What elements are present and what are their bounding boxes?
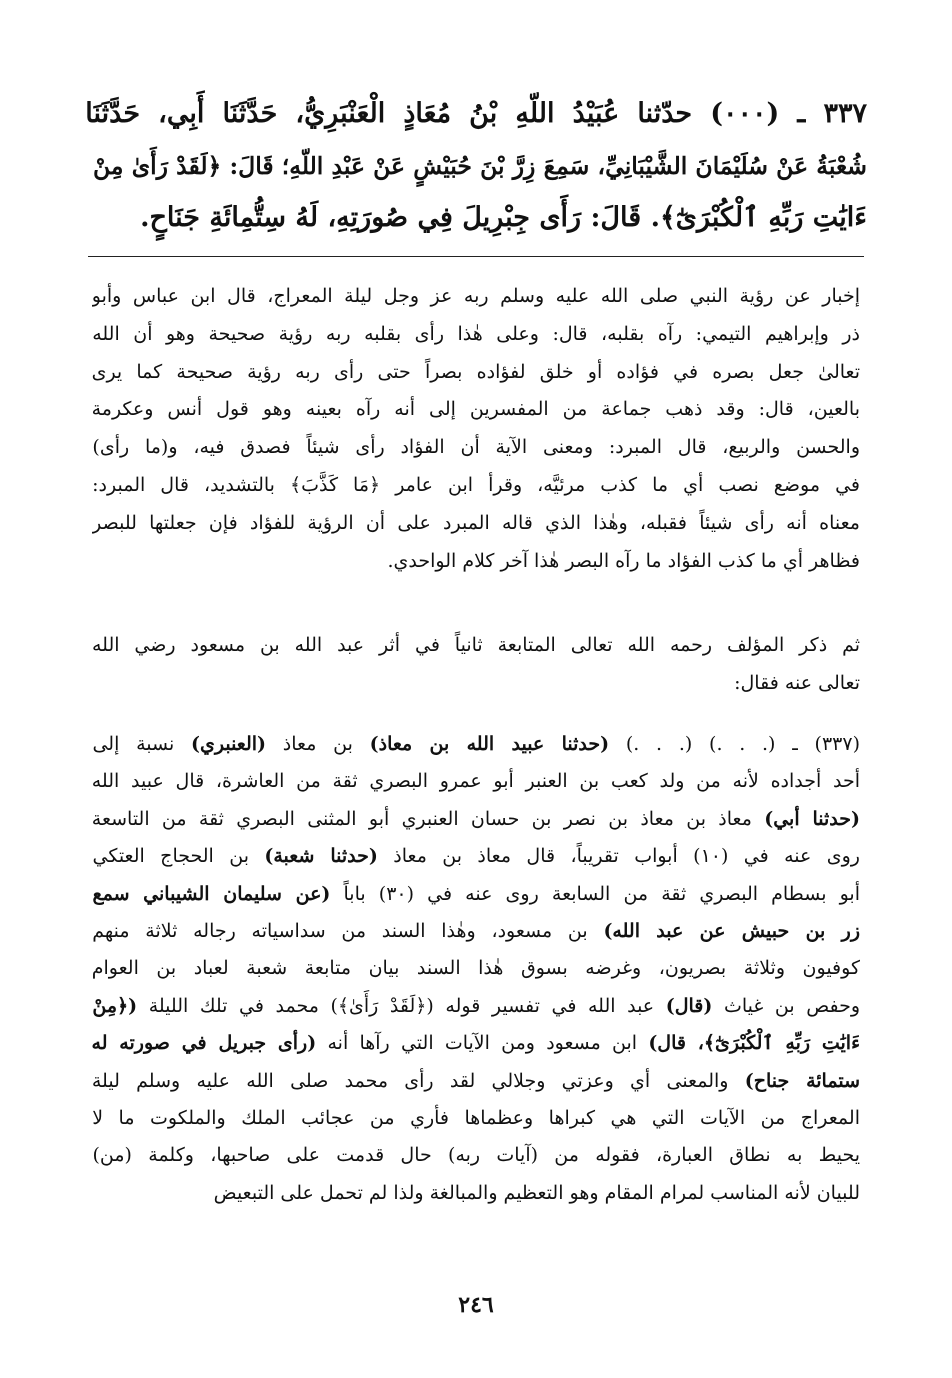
text-line: تعالى عنه فقال: bbox=[734, 672, 860, 694]
commentary-block-1 bbox=[92, 278, 860, 580]
bold-segment: ستمائة جناح) bbox=[744, 1069, 860, 1092]
text-line bbox=[92, 1137, 860, 1174]
bold-segment: زر بن حبيش عن عبد الله) bbox=[603, 920, 860, 943]
text-line: والحسن والربيع، قال المبرد: ومعنى الآية أن الفؤاد رأى شيئاً فصدق فيه، و(ما رأى) bbox=[92, 436, 860, 459]
text-segment: كوفيون وثلاثة بصريون، وغرضه بسوق هٰذا السند بيان متابعة شعبة لعباد بن العوام bbox=[92, 957, 860, 980]
text-line: فظاهر أي ما كذب الفؤاد ما رآه البصر هٰذا آخر كلام الواحدي. bbox=[387, 549, 860, 572]
text-segment: للبيان لأنه المناسب لمرام المقام وهو التعظيم والمبالغة ولذا لم تحمل على التبعيض bbox=[213, 1181, 860, 1204]
text-line bbox=[92, 1175, 860, 1212]
text-segment: بن معاذ bbox=[266, 733, 370, 755]
separator-rule bbox=[88, 256, 864, 257]
commentary-block-3 bbox=[92, 726, 860, 1212]
text-segment: المعراج من الآيات التي هي كبراها وعظماها فأري من عجائب الملك والملكوت ما لا bbox=[92, 1107, 860, 1130]
text-line bbox=[92, 988, 860, 1025]
text-segment: أحد أجداده لأنه من ولد كعب بن العنبر أبو عمرو البصري ثقة من العاشرة، قال عبيد الله bbox=[92, 770, 860, 793]
bold-segment: ءَايَٰتِ رَبِّهِ ٱلْكُبْرَىٰٓ﴾، قال) bbox=[648, 1032, 860, 1055]
text-segment: عبد الله في تفسير قوله (﴿لَقَدْ رَأَىٰ﴾) محمد في تلك الليلة bbox=[137, 994, 666, 1017]
bold-segment: (العنبري) bbox=[191, 733, 267, 755]
text-line: معناه أنه رأى شيئاً فقبله، وهٰذا الذي قاله المبرد على أن الرؤية للفؤاد فإن جعلتها للبصر bbox=[92, 511, 860, 534]
text-line: ذر وإبراهيم التيمي: رآه بقلبه، قال: وعلى هٰذا رأى بقلبه ربه رؤية صحيحة وهو أن الله bbox=[92, 322, 860, 345]
commentary-block-2 bbox=[92, 626, 860, 702]
text-segment: بن مسعود، وهٰذا السند من سداسياته رجاله ثلاثة منهم bbox=[92, 920, 604, 943]
page-number: ٢٤٦ bbox=[458, 1292, 494, 1318]
text-line bbox=[92, 1100, 860, 1137]
text-segment: نسبة إلى bbox=[92, 733, 191, 755]
text-line: إخبار عن رؤية النبي صلى الله عليه وسلم ربه عز وجل ليلة المعراج، قال ابن عباس وأبو bbox=[92, 285, 860, 307]
bold-segment: (رأى جبريل في صورته له bbox=[92, 1032, 317, 1055]
bold-segment: (حدثنا عبيد الله بن معاذ) bbox=[369, 733, 610, 755]
bold-segment: (عن سليمان الشيباني سمع bbox=[92, 882, 331, 905]
text-line: ٣٣٧ ـ (٠٠٠) حدّثنا عُبَيْدُ اللّهِ بْنُ مُعَاذٍ الْعَنْبَرِيُّ، حَدَّثَنَا أَبِي، حَدَّثَنَا bbox=[85, 98, 867, 129]
bold-segment: (قال) bbox=[665, 994, 713, 1017]
text-line bbox=[92, 763, 860, 800]
text-line: ءَايَٰتِ رَبِّهِ ٱلْكُبْرَىٰٓ﴾. قَالَ: رَأَى جِبْرِيلَ فِي صُورَتِهِ، لَهُ سِتُّمِائَةِ جَنَاحٍ. bbox=[140, 202, 867, 233]
bold-segment: (﴿مِنْ bbox=[92, 994, 138, 1017]
text-line: في موضع نصب أي ما كذب مرئيَّه، وقرأ ابن عامر ﴿مَا كَذَّبَ﴾ بالتشديد، قال المبرد: bbox=[92, 473, 860, 496]
text-segment: (٣٣٧) ـ (. . .) (. . .) bbox=[609, 733, 860, 755]
text-segment: وحفص بن غياث bbox=[712, 994, 860, 1017]
text-line bbox=[92, 838, 860, 875]
text-line bbox=[92, 913, 860, 950]
text-line: بالعين، قال: وقد ذهب جماعة من المفسرين إلى أنه رآه بعينه وهو قول أنس وعكرمة bbox=[92, 398, 860, 421]
text-line bbox=[92, 876, 860, 913]
hadith-text bbox=[85, 88, 867, 244]
text-line bbox=[92, 1025, 860, 1062]
text-segment: أبو بسطام البصري ثقة من السابعة روى عنه في (٣٠) باباً bbox=[330, 882, 860, 905]
text-line bbox=[92, 801, 860, 838]
text-segment: بن الحجاج العتكي bbox=[92, 845, 265, 868]
text-line: ثم ذكر المؤلف رحمه الله تعالى المتابعة ثانياً في أثر عبد الله بن مسعود رضي الله bbox=[92, 634, 860, 656]
text-segment: والمعنى أي وعزتي وجلالي لقد رأى محمد صلى الله عليه وسلم ليلة bbox=[92, 1069, 745, 1092]
text-line bbox=[92, 726, 860, 763]
text-line bbox=[92, 1063, 860, 1100]
bold-segment: (حدثنا أبي) bbox=[764, 807, 860, 830]
text-line: شُعْبَةُ عَنْ سُلَيْمَانَ الشَّيْبَانِيِّ، سَمِعَ زِرَّ بْنَ حُبَيْشٍ عَنْ عَبْدِ اللّهِ؛ قَالَ: ﴿لَقَدْ رَأَىٰ مِنْ bbox=[93, 152, 867, 180]
text-segment: روى عنه في (١٠) أبواب تقريباً، قال معاذ بن معاذ bbox=[377, 845, 860, 868]
text-segment: معاذ بن معاذ بن نصر بن حسان العنبري أبو المثنى البصري ثقة من التاسعة bbox=[92, 807, 765, 830]
text-segment: يحيط به نطاق العبارة، فقوله من (آيات ربه) حال قدمت على صاحبها، وكلمة (من) bbox=[92, 1144, 860, 1167]
text-line: تعالىٰ جعل بصره في فؤاده أو خلق لفؤاده بصراً حتى رأى ربه رؤية صحيحة كما يرى bbox=[92, 360, 860, 383]
text-line bbox=[92, 950, 860, 987]
bold-segment: (حدثنا شعبة) bbox=[264, 845, 378, 868]
text-segment: ابن مسعود ومن الآيات التي رآها أنه bbox=[316, 1032, 649, 1055]
